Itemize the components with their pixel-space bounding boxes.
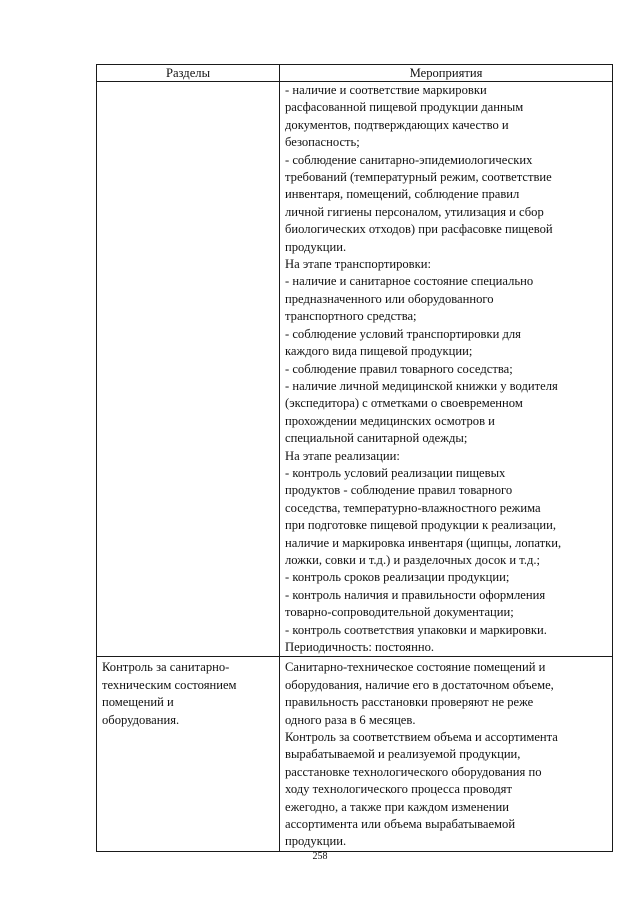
text-line: расстановке технологического оборудования по: [285, 764, 542, 779]
text-line: продукции.: [285, 239, 347, 254]
text-line: Контроль за соответствием объема и ассортимента: [285, 730, 558, 745]
text-line: На этапе транспортировки:: [285, 257, 431, 272]
text-line: ежегодно, а также при каждом изменении: [285, 799, 509, 814]
text-line: правильность расстановки проверяют не реже: [285, 695, 534, 710]
text-line: - контроль соответствия упаковки и маркировки.: [285, 622, 547, 637]
text-line: ложки, совки и т.д.) и разделочных досок и т.д.;: [285, 552, 541, 567]
text-line: - наличие личной медицинской книжки у водителя: [285, 378, 558, 393]
section-cell: [97, 657, 280, 851]
text-line: инвентаря, помещений, соблюдение правил: [285, 187, 520, 202]
activities-cell: [280, 657, 613, 851]
text-line: специальной санитарной одежды;: [285, 431, 468, 446]
text-line: товарно-сопроводительной документации;: [285, 605, 514, 620]
text-line: личной гигиены персоналом, утилизация и сбор: [285, 204, 544, 219]
measures-table: [96, 64, 613, 852]
text-line: прохождении медицинских осмотров и: [285, 413, 495, 428]
text-line: документов, подтверждающих качество и: [285, 117, 509, 132]
text-line: помещений и: [102, 695, 174, 710]
text-line: вырабатываемой и реализуемой продукции,: [285, 747, 521, 762]
text-line: продуктов - соблюдение правил товарного: [285, 483, 513, 498]
text-line: требований (температурный режим, соответствие: [285, 170, 552, 185]
text-line: одного раза в 6 месяцев.: [285, 712, 416, 727]
text-line: - контроль сроков реализации продукции;: [285, 570, 510, 585]
table-row: [97, 82, 613, 657]
text-line: - наличие и соответствие маркировки: [285, 83, 487, 97]
text-line: техническим состоянием: [102, 677, 237, 692]
text-line: - контроль наличия и правильности оформления: [285, 587, 546, 602]
table-row: [97, 657, 613, 851]
text-line: ходу технологического процесса проводят: [285, 782, 512, 797]
text-line: Периодичность: постоянно.: [285, 640, 435, 654]
text-line: Санитарно-техническое состояние помещений и: [285, 660, 546, 675]
activities-cell: [280, 82, 613, 657]
text-line: при подготовке пищевой продукции к реализации,: [285, 518, 557, 533]
text-line: продукции.: [285, 834, 347, 849]
text-line: транспортного средства;: [285, 309, 417, 324]
text-line: биологических отходов) при расфасовке пищевой: [285, 222, 553, 237]
text-line: безопасность;: [285, 135, 360, 150]
text-line: - контроль условий реализации пищевых: [285, 465, 506, 480]
text-line: ассортимента или объема вырабатываемой: [285, 817, 516, 832]
page-number: 258: [312, 851, 328, 862]
text-line: (экспедитора) с отметками о своевременном: [285, 396, 523, 411]
text-line: предназначенного или оборудованного: [285, 291, 494, 306]
header-activities: Мероприятия: [280, 65, 613, 82]
table-header-row: [97, 65, 613, 82]
text-line: оборудования, наличие его в достаточном объеме,: [285, 677, 554, 692]
text-line: - соблюдение условий транспортировки для: [285, 326, 521, 341]
text-line: Контроль за санитарно-: [102, 660, 230, 675]
text-line: - соблюдение правил товарного соседства;: [285, 361, 513, 376]
text-line: каждого вида пищевой продукции;: [285, 344, 473, 359]
text-line: оборудования.: [102, 712, 180, 727]
text-line: наличие и маркировка инвентаря (щипцы, лопатки,: [285, 535, 562, 550]
text-line: соседства, температурно-влажностного режима: [285, 500, 541, 515]
section-cell: [97, 82, 280, 657]
text-line: На этапе реализации:: [285, 448, 400, 463]
text-line: - наличие и санитарное состояние специально: [285, 274, 534, 289]
text-line: расфасованной пищевой продукции данным: [285, 100, 524, 115]
text-line: - соблюдение санитарно-эпидемиологических: [285, 152, 533, 167]
header-sections: Разделы: [97, 65, 280, 82]
